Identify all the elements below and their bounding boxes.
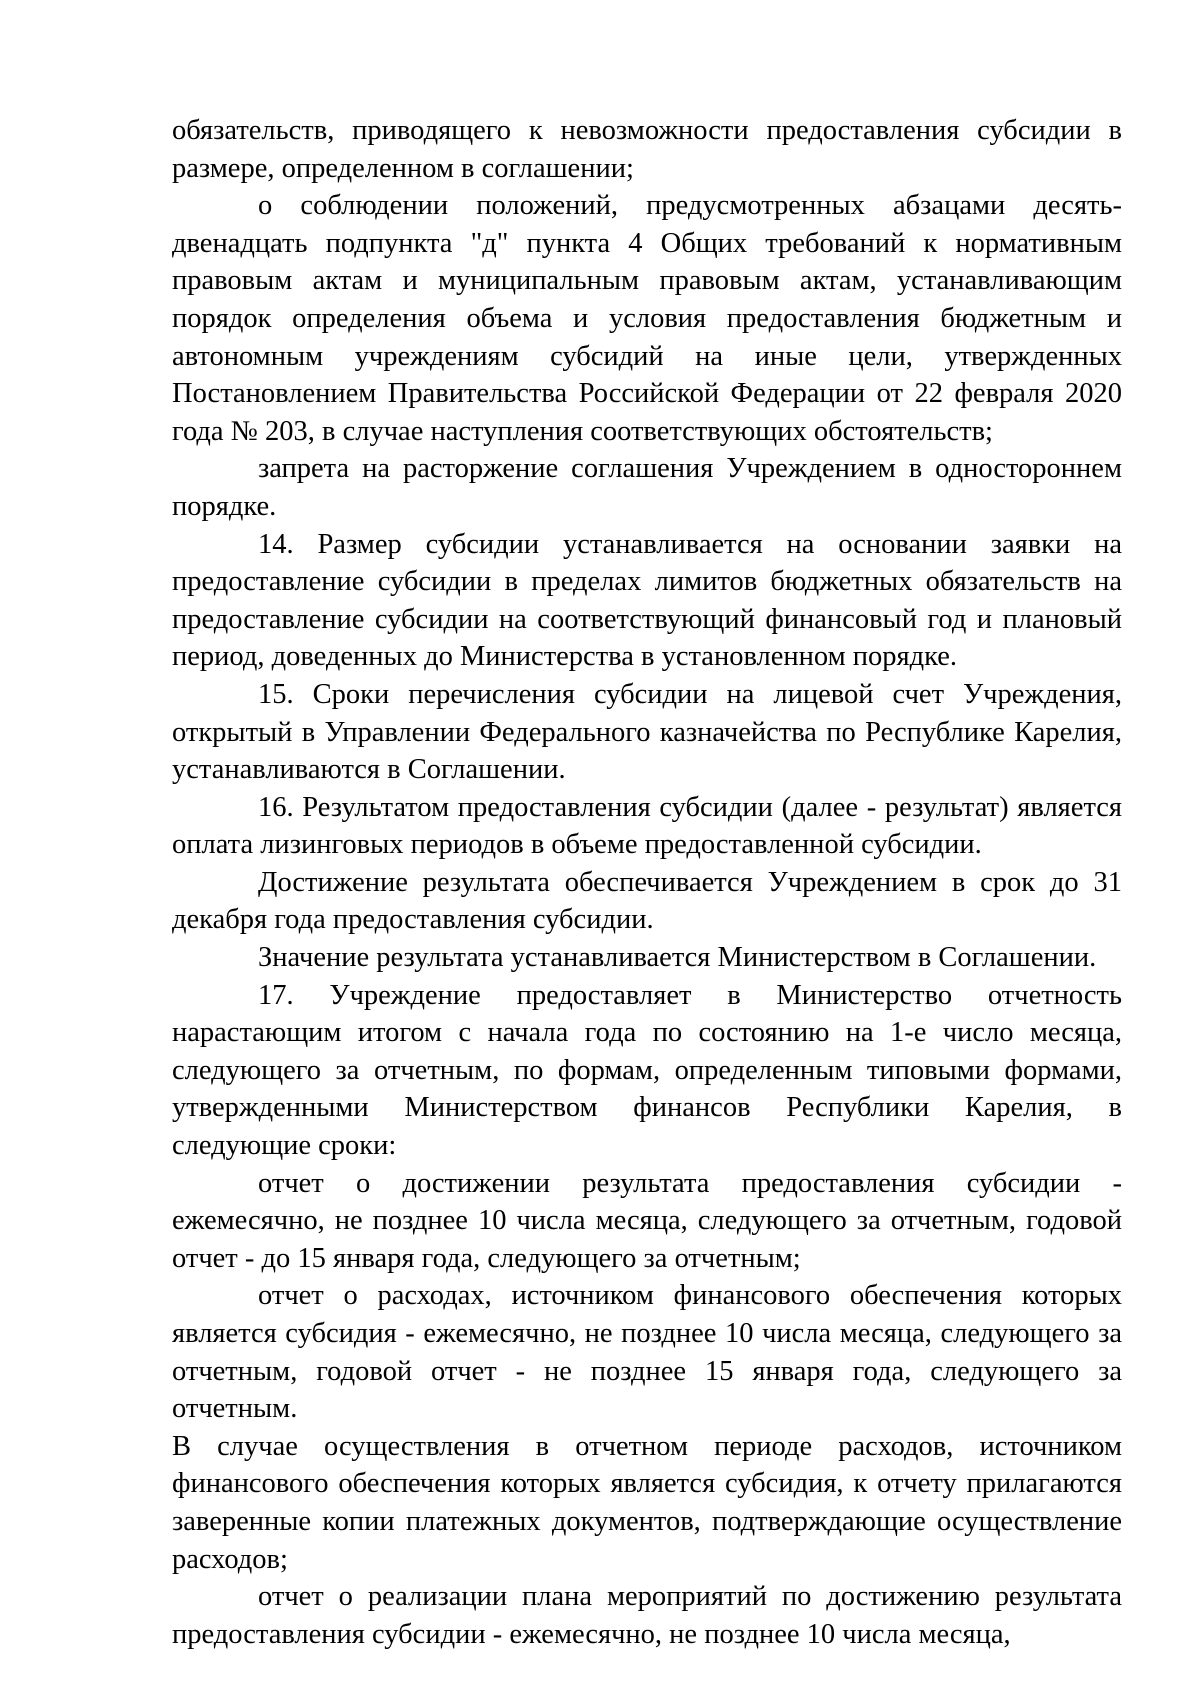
paragraph-plan-report: отчет о реализации плана мероприятий по достижению результата предоставления субсидии - ежемесячно, не позднее 10 числа месяца, [172,1581,1122,1650]
document-body [172,112,1122,1653]
paragraph-result-report: отчет о достижении результата предоставления субсидии - ежемесячно, не позднее 10 числа месяца, следующего за отчетным, годовой отчет - до 15 января года, следующего за отчетным; [172,1167,1122,1274]
paragraph-compliance-provisions: о соблюдении положений, предусмотренных абзацами десять-двенадцать подпункта "д" пункта 4 Общих требований к нормативным правовым актам и муниципальным правовым актам, устанавливающим порядок определения объема и условия предоставления бюджетным и автономным учреждениям субсидий на иные цели, утвержденных Постановлением Правительства Российской Федерации от 22 февраля 2020 года № 203, в случае наступления соответствующих обстоятельств; [172,190,1122,447]
paragraph-item-15: 15. Сроки перечисления субсидии на лицевой счет Учреждения, открытый в Управлении Федерального казначейства по Республике Карелия, устанавливаются в Соглашении. [172,678,1122,786]
paragraph-item-16: 16. Результатом предоставления субсидии (далее - результат) является оплата лизинговых периодов в объеме предоставленной субсидии. [172,791,1122,861]
paragraph-expense-report: отчет о расходах, источником финансового обеспечения которых является субсидия - ежемесячно, не позднее 10 числа месяца, следующего за отчетным, годовой отчет - не позднее 15 января года, следующего за отчетным. [172,1280,1122,1425]
paragraph-result-value: Значение результата устанавливается Министерством в Соглашении. [258,942,1097,974]
paragraph-payment-documents: В случае осуществления в отчетном периоде расходов, источником финансового обеспечения которых является субсидия, к отчету прилагаются заверенные копии платежных документов, подтверждающие осуществление расходов; [172,1430,1122,1575]
paragraph-result-deadline: Достижение результата обеспечивается Учреждением в срок до 31 декабря года предоставления субсидии. [172,866,1122,936]
paragraph-item-14: 14. Размер субсидии устанавливается на основании заявки на предоставление субсидии в пределах лимитов бюджетных обязательств на предоставление субсидии на соответствующий финансовый год и плановый период, доведенных до Министерства в установленном порядке. [172,528,1122,673]
paragraph-item-17: 17. Учреждение предоставляет в Министерство отчетность нарастающим итогом с начала года по состоянию на 1-е число месяца, следующего за отчетным, по формам, определенным типовыми формами, утвержденными Министерством финансов Республики Карелия, в следующие сроки: [172,979,1122,1162]
paragraph-termination-ban: запрета на расторжение соглашения Учреждением в одностороннем порядке. [172,453,1122,522]
paragraph-continuation: обязательств, приводящего к невозможности предоставления субсидии в размере, определенном в соглашении; [172,115,1122,184]
